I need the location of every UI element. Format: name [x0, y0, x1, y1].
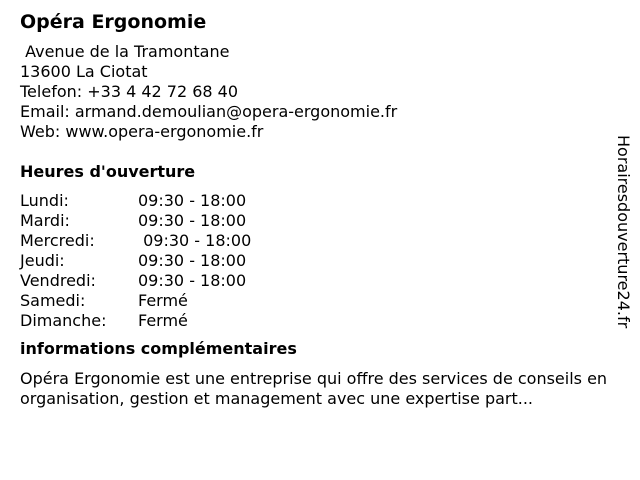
hours-row-tuesday: [20, 211, 620, 231]
opening-hours-table: [20, 191, 620, 331]
hours-day: Samedi:: [20, 291, 86, 310]
hours-row-friday: [20, 271, 620, 291]
hours-time: Fermé: [138, 311, 188, 330]
address-city: 13600 La Ciotat: [20, 62, 148, 81]
hours-time: 09:30 - 18:00: [138, 191, 247, 210]
address-street: Avenue de la Tramontane: [20, 42, 230, 61]
email-address: Email: armand.demoulian@opera-ergonomie.fr: [20, 102, 398, 121]
hours-day: Lundi:: [20, 191, 69, 210]
hours-time: 09:30 - 18:00: [138, 271, 247, 290]
hours-time: 09:30 - 18:00: [138, 251, 247, 270]
hours-row-sunday: [20, 311, 620, 331]
contact-block: [20, 42, 620, 142]
hours-row-wednesday: [20, 231, 620, 251]
site-watermark: Horairesdouverture24.fr: [614, 135, 633, 329]
hours-day: Jeudi:: [20, 251, 65, 270]
hours-day: Mercredi:: [20, 231, 95, 250]
hours-row-thursday: [20, 251, 620, 271]
phone-number: Telefon: +33 4 42 72 68 40: [20, 82, 239, 101]
additional-info-heading: informations complémentaires: [20, 339, 297, 358]
business-card: [20, 10, 620, 409]
business-name: Opéra Ergonomie: [20, 11, 207, 33]
hours-time: 09:30 - 18:00: [138, 211, 247, 230]
opening-hours-heading: Heures d'ouverture: [20, 162, 196, 181]
additional-info-text: Opéra Ergonomie est une entreprise qui offre des services de conseils en organisation, gestion et management avec une expertise part...: [20, 369, 608, 408]
hours-day: Dimanche:: [20, 311, 107, 330]
hours-time: Fermé: [138, 291, 188, 310]
hours-day: Mardi:: [20, 211, 70, 230]
hours-time: 09:30 - 18:00: [138, 231, 252, 250]
hours-day: Vendredi:: [20, 271, 96, 290]
hours-row-saturday: [20, 291, 620, 311]
website-address: Web: www.opera-ergonomie.fr: [20, 122, 264, 141]
hours-row-monday: [20, 191, 620, 211]
